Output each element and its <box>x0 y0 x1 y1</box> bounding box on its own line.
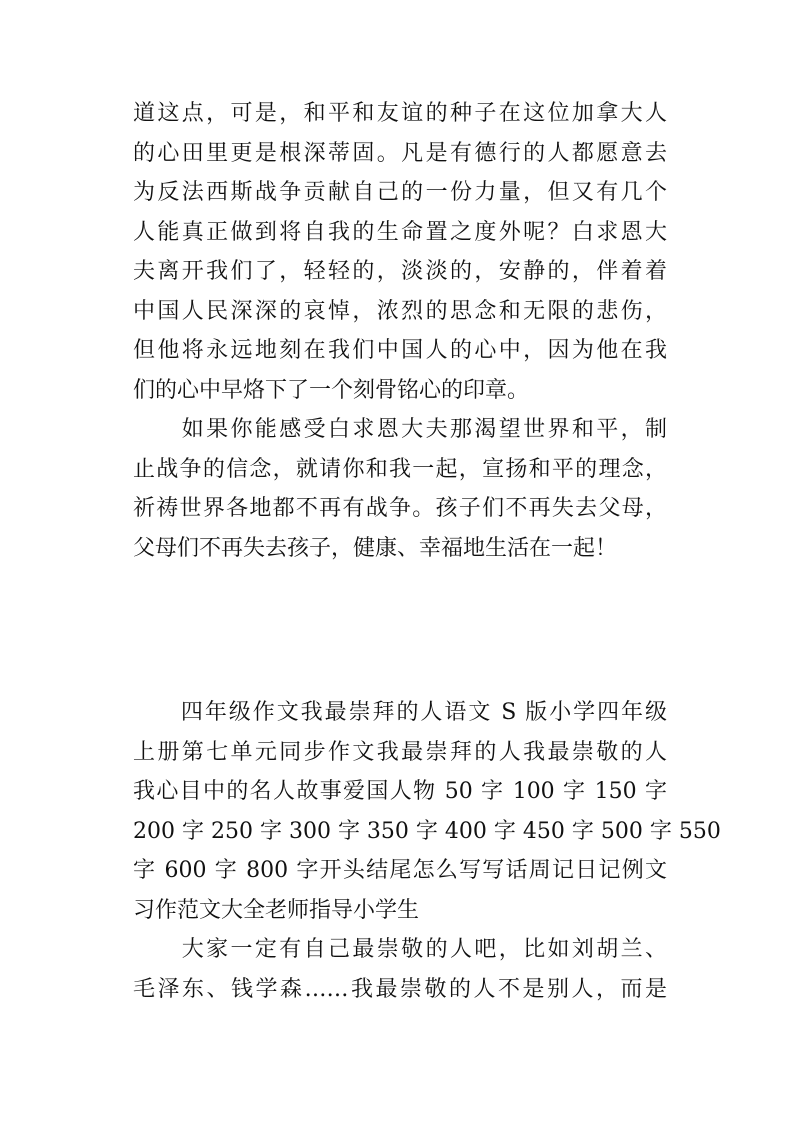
article-title-line: 上册第七单元同步作文我最崇拜的人我最崇敬的人 <box>133 739 667 765</box>
text-line: 祈祷世界各地都不再有战争。孩子们不再失去父母， <box>133 496 667 521</box>
article-title-line: 我心目中的名人故事爱国人物 50 字 100 字 150 字 <box>133 779 667 804</box>
paragraph-start-line: 大家一定有自己最崇敬的人吧，比如刘胡兰、 <box>133 937 667 962</box>
essay-body-section-1 <box>133 94 667 568</box>
text-line: 毛泽东、钱学森……我最崇敬的人不是别人，而是 <box>133 976 667 1002</box>
paragraph-start-line: 如果你能感受白求恩大夫那渴望世界和平，制 <box>133 417 667 442</box>
text-line: 道这点，可是，和平和友谊的种子在这位加拿大人 <box>133 101 667 126</box>
text-line: 人能真正做到将自我的生命置之度外呢？白求恩大 <box>133 219 667 245</box>
text-line: 夫离开我们了，轻轻的，淡淡的，安静的，伴着着 <box>133 259 667 284</box>
text-line: 的心田里更是根深蒂固。凡是有德行的人都愿意去 <box>133 140 667 166</box>
article-title-line: 字 600 字 800 字开头结尾怎么写写话周记日记例文 <box>133 858 667 883</box>
article-title-line: 200 字 250 字 300 字 350 字 400 字 450 字 500 字 550 <box>133 818 721 844</box>
text-line: 为反法西斯战争贡献自己的一份力量，但又有几个 <box>133 180 667 205</box>
text-line: 中国人民深深的哀悼，浓烈的思念和无限的悲伤， <box>133 298 667 324</box>
text-line: 但他将永远地刻在我们中国人的心中，因为他在我 <box>133 338 667 363</box>
text-line: 止战争的信念，就请你和我一起，宣扬和平的理念， <box>133 456 667 482</box>
text-line: 父母们不再失去孩子，健康、幸福地生活在一起！ <box>133 535 618 561</box>
text-line: 们的心中早烙下了一个刻骨铭心的印章。 <box>133 377 530 403</box>
article-title-line: 习作范文大全老师指导小学生 <box>133 897 420 923</box>
essay-body-section-2 <box>133 693 721 1009</box>
article-title-line: 四年级作文我最崇拜的人语文 S 版小学四年级 <box>133 700 667 725</box>
